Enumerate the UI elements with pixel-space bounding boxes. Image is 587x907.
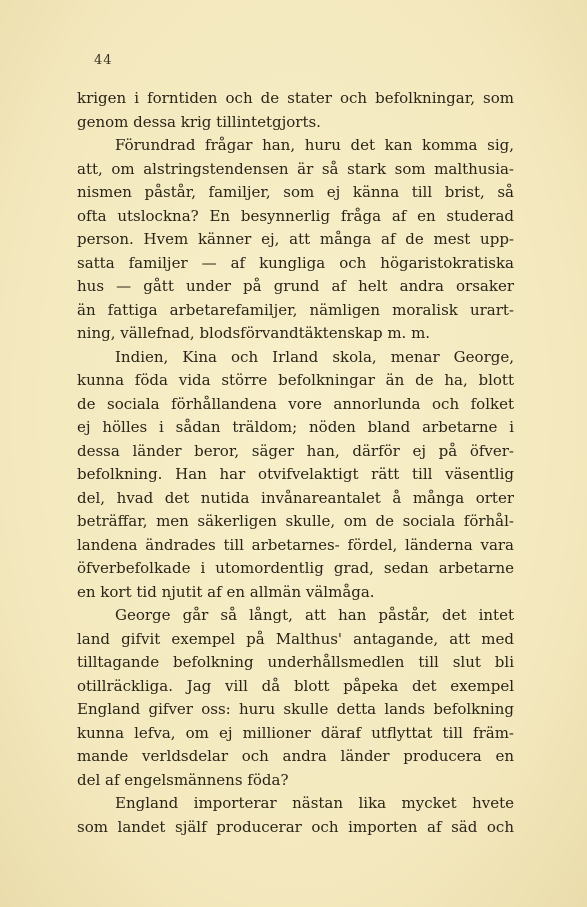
- text-line: ning, vällefnad, blodsförvandtäktenskap m. m.: [77, 324, 431, 342]
- text-line: än fattiga arbetarefamiljer, nämligen moralisk urart-: [77, 300, 514, 319]
- text-line: att, om alstringstendensen är så stark som malthusia-: [77, 159, 514, 178]
- text-line: del af engelsmännens föda?: [77, 770, 289, 789]
- text-line: kunna föda vida större befolkningar än de ha, blott: [77, 371, 514, 389]
- text-line: George går så långt, att han påstår, det intet: [115, 606, 514, 624]
- text-line: de sociala förhållandena vore annorlunda och folket: [77, 394, 514, 413]
- text-line: satta familjer — af kungliga och högaristokratiska: [77, 253, 514, 272]
- text-line: landena ändrades till arbetarnes- fördel, länderna vara: [77, 535, 514, 554]
- text-line: Indien, Kina och Irland skola, menar George,: [115, 347, 514, 366]
- text-line: tilltagande befolkning underhållsmedlen till slut bli: [77, 653, 514, 671]
- text-line: England gifver oss: huru skulle detta lands befolkning: [77, 700, 514, 718]
- text-line: befolkning. Han har otvifvelaktigt rätt till väsentlig: [77, 465, 514, 483]
- text-line: ej hölles i sådan träldom; nöden bland arbetarne i: [77, 418, 514, 436]
- text-line: nismen påstår, familjer, som ej känna till brist, så: [77, 183, 514, 201]
- text-line: otillräckliga. Jag vill då blott påpeka det exempel: [77, 676, 514, 695]
- page-number: 44: [94, 53, 113, 68]
- text-line: mande verldsdelar och andra länder producera en: [77, 747, 514, 765]
- text-line: genom dessa krig tillintetgjorts.: [77, 112, 321, 131]
- text-line: person. Hvem känner ej, att många af de mest upp-: [77, 230, 514, 248]
- text-line: land gifvit exempel på Malthus' antagande, att med: [77, 629, 514, 648]
- body-text: [77, 87, 514, 839]
- text-line: del, hvad det nutida invånareantalet å många orter: [77, 488, 514, 507]
- text-line: ofta utslockna? En besynnerlig fråga af en studerad: [77, 206, 514, 225]
- text-line: krigen i forntiden och de stater och befolkningar, som: [77, 89, 514, 107]
- text-line: dessa länder beror, säger han, därför ej på öfver-: [77, 441, 514, 460]
- text-line: Förundrad frågar han, huru det kan komma sig,: [115, 136, 514, 154]
- text-line: en kort tid njutit af en allmän välmåga.: [77, 582, 375, 601]
- text-line: England importerar nästan lika mycket hvete: [115, 794, 514, 812]
- text-line: beträffar, men säkerligen skulle, om de sociala förhål-: [77, 512, 514, 530]
- text-line: öfverbefolkade i utomordentlig grad, sedan arbetarne: [77, 559, 514, 577]
- text-line: som landet själf producerar och importen af säd och: [77, 817, 514, 836]
- text-line: hus — gått under på grund af helt andra orsaker: [77, 277, 514, 295]
- text-line: kunna lefva, om ej millioner däraf utflyttat till främ-: [77, 723, 514, 742]
